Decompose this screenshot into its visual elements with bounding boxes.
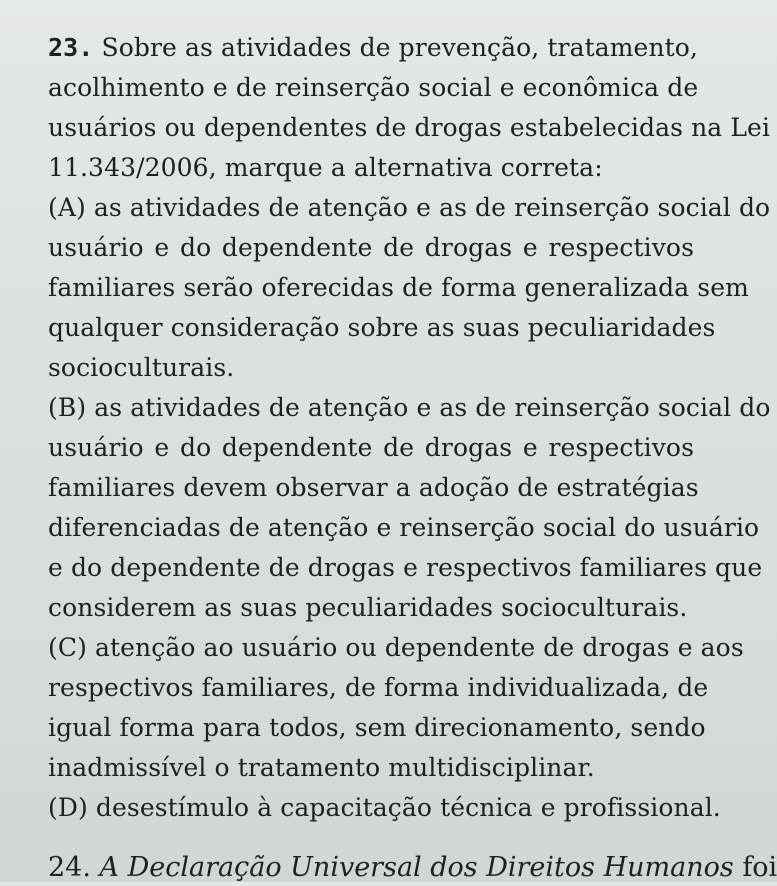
option-a-line: usuário e do dependente de drogas e respectivos xyxy=(48,233,694,262)
option-a-line: socioculturais. xyxy=(48,353,235,382)
question-stem-line: 11.343/2006, marque a alternativa correta: xyxy=(48,153,603,182)
option-a-line: (A) as atividades de atenção e as de reinserção social do xyxy=(48,193,771,222)
next-question-title: A Declaração Universal dos Direitos Humanos xyxy=(99,852,734,883)
next-question-number: 24. xyxy=(48,852,91,883)
option-c-line: (C) atenção ao usuário ou dependente de drogas e aos xyxy=(48,633,744,662)
next-question-heading xyxy=(48,850,777,886)
option-a-line: qualquer consideração sobre as suas peculiaridades xyxy=(48,313,716,342)
option-d-line: (D) desestímulo à capacitação técnica e profissional. xyxy=(48,793,721,822)
option-c-line: igual forma para todos, sem direcionamento, sendo xyxy=(48,713,706,742)
question-stem-line: acolhimento e de reinserção social e econômica de xyxy=(48,73,699,102)
option-c-line: respectivos familiares, de forma individualizada, de xyxy=(48,673,709,702)
option-b-line: considerem as suas peculiaridades socioculturais. xyxy=(48,593,688,622)
question-stem-line: 23. Sobre as atividades de prevenção, tratamento, xyxy=(48,33,698,62)
question-number: 23. xyxy=(48,33,94,62)
option-b-line: (B) as atividades de atenção e as de reinserção social do xyxy=(48,393,771,422)
question-stem-line: usuários ou dependentes de drogas estabelecidas na Lei xyxy=(48,113,771,142)
option-b-line: usuário e do dependente de drogas e respectivos xyxy=(48,433,694,462)
option-b-line: familiares devem observar a adoção de estratégias xyxy=(48,473,699,502)
option-b-line: diferenciadas de atenção e reinserção social do usuário xyxy=(48,513,760,542)
next-question-continuation: foi xyxy=(742,852,777,883)
option-a-line: familiares serão oferecidas de forma generalizada sem xyxy=(48,273,749,302)
option-b-line: e do dependente de drogas e respectivos familiares que xyxy=(48,553,763,582)
option-c-line: inadmissível o tratamento multidisciplinar. xyxy=(48,753,595,782)
